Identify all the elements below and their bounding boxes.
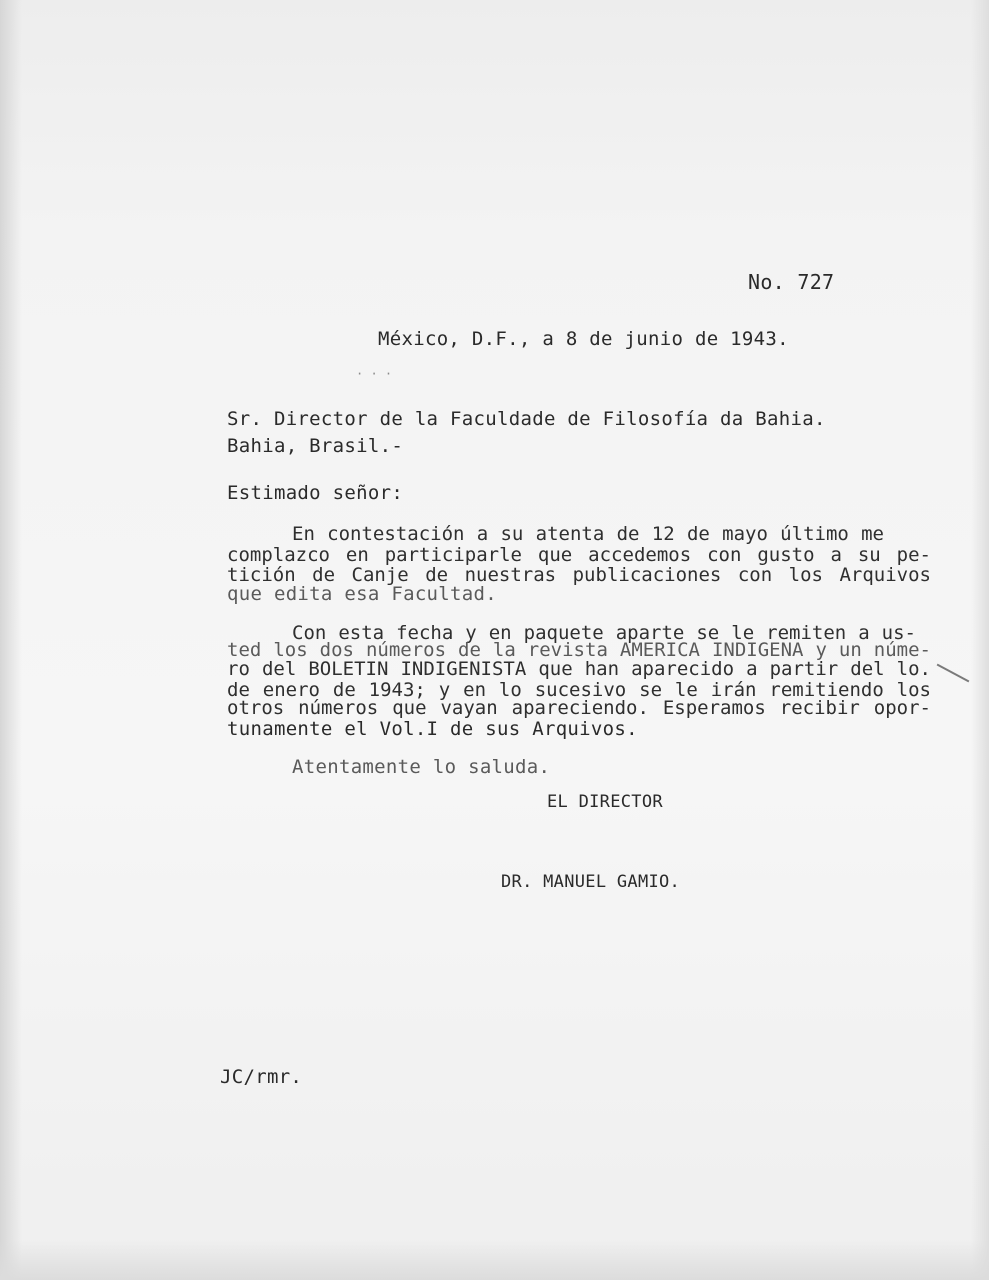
page-edge-shadow-right	[971, 0, 989, 1280]
letter-number: No. 727	[748, 270, 835, 294]
paragraph-2-line: Con esta fecha y en paquete aparte se le remiten a us-	[292, 622, 916, 644]
page-edge-shadow-left	[0, 0, 22, 1280]
paragraph-1-line: tición de Canje de nuestras publicaciones con los Arquivos	[227, 564, 931, 586]
closing-line: Atentamente lo saluda.	[292, 756, 551, 778]
signature-title: EL DIRECTOR	[547, 792, 663, 812]
paragraph-1-line: que edita esa Facultad.	[227, 583, 497, 605]
signer-name: DR. MANUEL GAMIO.	[501, 872, 681, 892]
paragraph-2-line: tunamente el Vol.I de sus Arquivos.	[227, 718, 638, 740]
stray-marks: · · ·	[356, 367, 393, 381]
paragraph-1-line: complazco en participarle que accedemos con gusto a su pe-	[227, 544, 931, 566]
paragraph-2-line: ted los dos números de la revista AMERICA INDIGENA y un núme-	[227, 639, 931, 661]
recipient-line-2: Bahia, Brasil.-	[227, 435, 404, 457]
recipient-line-1: Sr. Director de la Faculdade de Filosofía da Bahia.	[227, 408, 826, 430]
margin-pen-mark	[937, 664, 970, 683]
page-edge-shadow-bottom	[0, 1240, 989, 1280]
paragraph-2-line: ro del BOLETIN INDIGENISTA que han aparecido a partir del lo.	[227, 658, 931, 680]
typist-initials: JC/rmr.	[220, 1066, 303, 1088]
paragraph-1-line: En contestación a su atenta de 12 de mayo último me	[292, 523, 884, 545]
date-line: México, D.F., a 8 de junio de 1943.	[378, 328, 789, 350]
paragraph-2-line: de enero de 1943; y en lo sucesivo se le irán remitiendo los	[227, 679, 931, 701]
paragraph-2-line: otros números que vayan apareciendo. Esperamos recibir opor-	[227, 697, 931, 719]
salutation: Estimado señor:	[227, 482, 404, 504]
